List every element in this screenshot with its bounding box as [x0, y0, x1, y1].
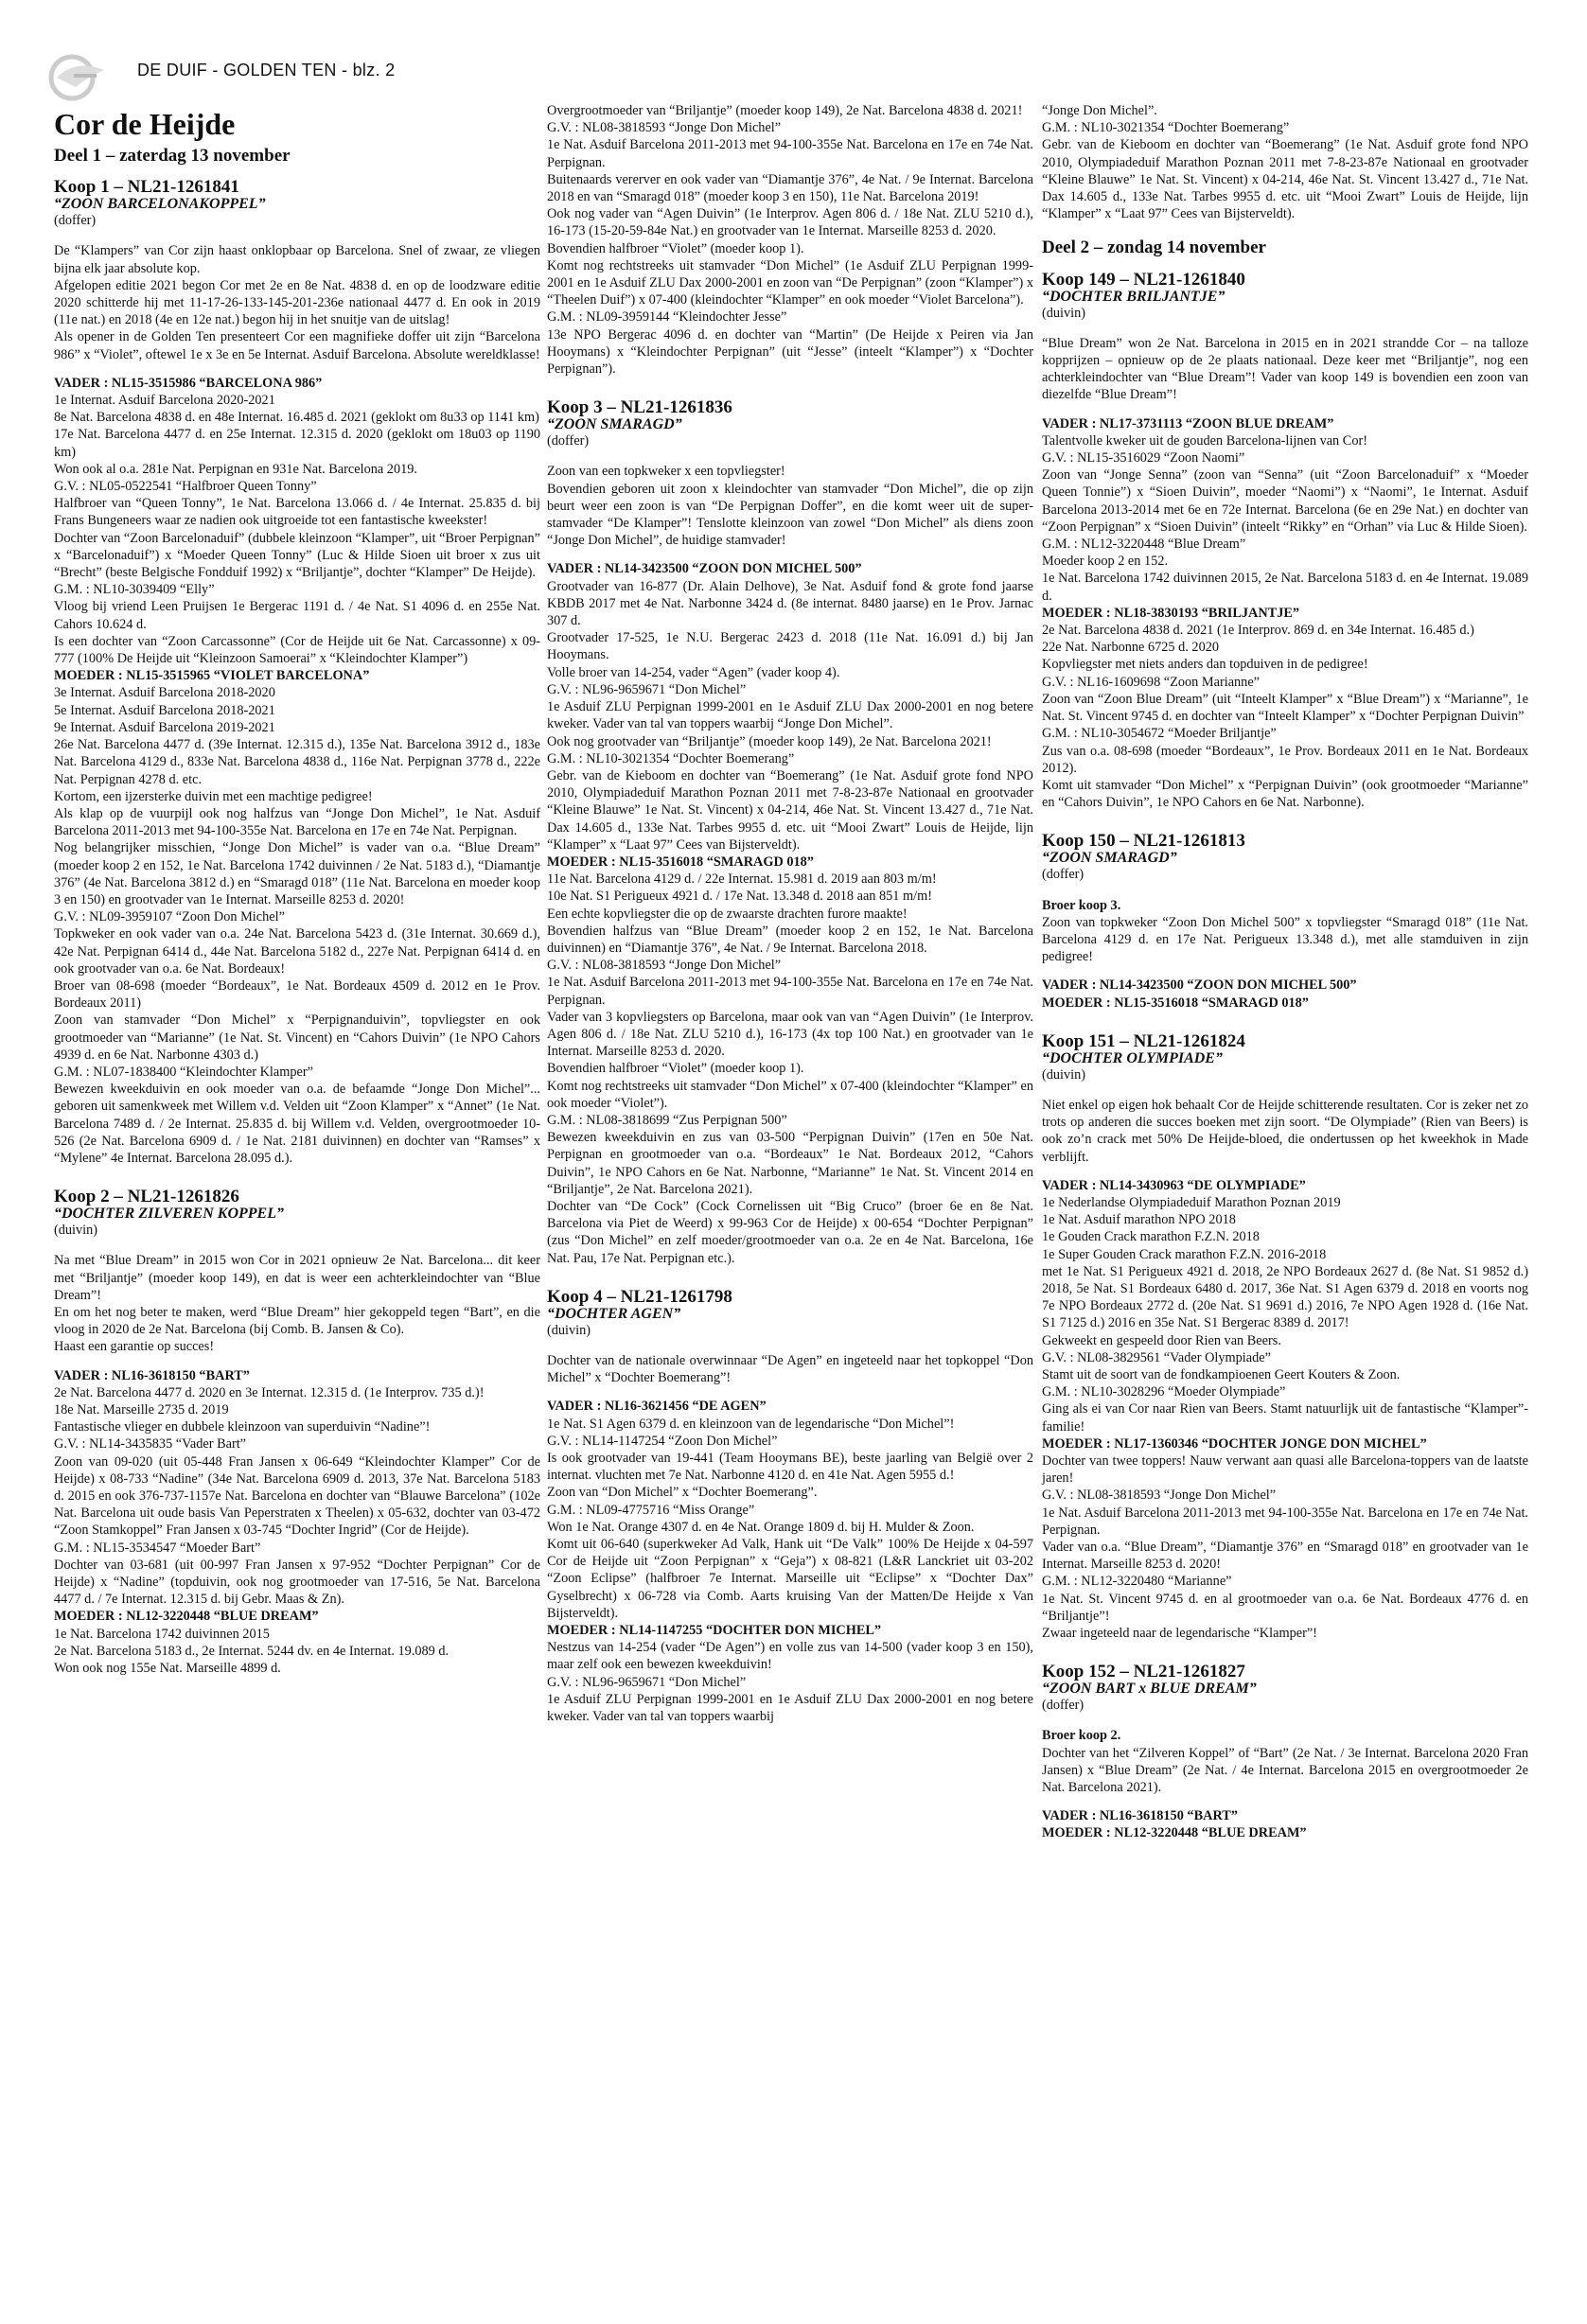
- paragraph: 17e Nat. Barcelona 4477 d. en 25e Internat. 12.315 d. 2020 (geklokt om 18u03 op 1190 km): [54, 427, 540, 460]
- section-deel-1: Deel 1 – zaterdag 13 november: [54, 146, 291, 166]
- pedigree-heading: VADER : NL14-3423500 “ZOON DON MICHEL 500”: [547, 561, 862, 577]
- paragraph: G.M. : NL09-3959144 “Kleindochter Jesse”: [547, 309, 787, 326]
- lot-name: “ZOON BARCELONAKOPPEL”: [54, 196, 266, 213]
- paragraph: Haast een garantie op succes!: [54, 1339, 215, 1355]
- column-1: [54, 102, 540, 1677]
- paragraph: 9e Internat. Asduif Barcelona 2019-2021: [54, 719, 275, 735]
- lot-gender: (doffer): [1042, 1698, 1084, 1714]
- lot-heading: Koop 149 – NL21-1261840: [1042, 269, 1245, 290]
- paragraph: En om het nog beter te maken, werd “Blue Dream” hier gekoppeld tegen “Bart”, en die vloog in 2020 de 2e Nat. Barcelona (bij Comb. B. Jansen & Co).: [54, 1304, 540, 1338]
- lot-gender: (duivin): [547, 1322, 591, 1338]
- paragraph: Won ook al o.a. 281e Nat. Perpignan en 931e Nat. Barcelona 2019.: [54, 461, 417, 477]
- pedigree-heading: Broer koop 3.: [1042, 897, 1121, 913]
- lot-heading: Koop 4 – NL21-1261798: [547, 1286, 732, 1307]
- lot-gender: (duivin): [1042, 305, 1086, 321]
- pedigree-heading: MOEDER : NL18-3830193 “BRILJANTJE”: [1042, 605, 1300, 621]
- paragraph: G.V. : NL14-1147254 “Zoon Don Michel”: [547, 1433, 778, 1449]
- paragraph: G.M. : NL10-3021354 “Dochter Boemerang”: [547, 750, 795, 766]
- pedigree-heading: VADER : NL16-3621456 “DE AGEN”: [547, 1399, 767, 1415]
- lot-heading: Koop 3 – NL21-1261836: [547, 397, 732, 418]
- paragraph: 22e Nat. Narbonne 6725 d. 2020: [1042, 640, 1220, 656]
- paragraph: 1e Nat. Barcelona 1742 duivinnen 2015: [54, 1626, 270, 1642]
- paragraph: G.M. : NL10-3021354 “Dochter Boemerang”: [1042, 120, 1290, 136]
- paragraph: Dochter van twee toppers! Nauw verwant aan quasi alle Barcelona-toppers van de laatste jaren!: [1042, 1453, 1528, 1487]
- paragraph: Buitenaards vererver en ook vader van “Diamantje 376”, 4e Nat. / 9e Internat. Barcelona 2018 en van “Smaragd 018” (moeder koop 3 en 150), 11e Nat. Barcelona 2019!: [547, 171, 1033, 205]
- paragraph: 1e Nat. Asduif marathon NPO 2018: [1042, 1212, 1236, 1228]
- paragraph: Zoon van stamvader “Don Michel” x “Perpignanduivin”, topvliegster en ook grootmoeder van “Marianne” (1e Nat. St. Vincent) en “Cahors Duivin” (1e NPO Cahors 4939 d. en 6e Nat. Narbonne 4303 d.): [54, 1012, 540, 1063]
- column-3: [1042, 102, 1528, 1842]
- spacer: [54, 363, 540, 375]
- paragraph: Dochter van het “Zilveren Koppel” of “Bart” (2e Nat. / 3e Internat. Barcelona 2020 Fran Jansen) x “Blue Dream” (2e Nat. / 4e Internat. Barcelona 2015 en overgrootmoeder 2e Nat. Barcelona 2021).: [1042, 1745, 1528, 1796]
- paragraph: Afgelopen editie 2021 begon Cor met 2e en 8e Nat. 4838 d. en op de loodzware editie 2020 schitterde hij met 11-17-26-133-145-201-236e nationaal 4477 d. En ook in 2019 (11e nat.) en 2018 (4e en 12e nat.) begon hij in het snuitje van de uitslag!: [54, 277, 540, 328]
- column-2-body: [547, 102, 1033, 1725]
- paragraph: Zoon van een topkweker x een topvliegster!: [547, 464, 785, 480]
- paragraph: 1e Super Gouden Crack marathon F.Z.N. 2016-2018: [1042, 1246, 1327, 1262]
- paragraph: Zoon van “Jonge Senna” (zoon van “Senna” (uit “Zoon Barcelonaduif” x “Moeder Queen Tonnie”) x “Sioen Duivin”, moeder “Naomi”) x “Naomi”, 1e Internat. Asduif Barcelona 2013-2014 met 6e en 72e Internat. Barcelona (6e en 29e Nat.) en dochter van “Zoon Perpignan” x “Sioen Duivin” (inteelt “Rikky” en “Orhan” via Luc & Hilde Sioen).: [1042, 467, 1528, 535]
- spacer: [1042, 222, 1528, 234]
- paragraph: G.V. : NL09-3959107 “Zoon Don Michel”: [54, 909, 285, 925]
- paragraph: Gekweekt en gespeeld door Rien van Beers.: [1042, 1332, 1281, 1348]
- paragraph: “Blue Dream” won 2e Nat. Barcelona in 2015 en in 2021 strandde Cor – na talloze kopprijzen – opnieuw op de 2e plaats nationaal. Deze keer met “Briljantje”, nog een achterkleindochter van “Blue Dream”! Vader van koop 149 is bovendien een zoon van diezelfde “Blue Dream”!: [1042, 335, 1528, 403]
- page-header: [47, 55, 1543, 93]
- paragraph: De “Klampers” van Cor zijn haast onklopbaar op Barcelona. Snel of zwaar, ze vliegen bijna elk jaar absolute kop.: [54, 243, 540, 276]
- paragraph: 1e Nat. Barcelona 1742 duivinnen 2015, 2e Nat. Barcelona 5183 d. en 4e Internat. 19.089 d.: [1042, 571, 1528, 604]
- paragraph: Bovendien halfbroer “Violet” (moeder koop 1).: [547, 240, 804, 256]
- paragraph: 13e NPO Bergerac 4096 d. en dochter van “Martin” (De Heijde x Peiren via Jan Hooymans) x “Kleindochter Perpignan” (uit “Jesse” (inteelt “Klamper”) x “Dochter Perpignan”).: [547, 326, 1033, 378]
- paragraph: 2e Nat. Barcelona 5183 d., 2e Internat. 5244 dv. en 4e Internat. 19.089 d.: [54, 1643, 450, 1659]
- paragraph: 1e Nat. Asduif Barcelona 2011-2013 met 94-100-355e Nat. Barcelona en 17e en 74e Nat. Perpignan.: [547, 975, 1033, 1008]
- paragraph: Vloog bij vriend Leen Pruijsen 1e Bergerac 1191 d. / 4e Nat. S1 4096 d. en 255e Nat. Cahors 10.624 d.: [54, 599, 540, 632]
- paragraph: 1e Nat. Asduif Barcelona 2011-2013 met 94-100-355e Nat. Barcelona en 17e en 74e Nat. Perpignan.: [547, 137, 1033, 170]
- paragraph: G.M. : NL10-3054672 “Moeder Briljantje”: [1042, 726, 1277, 742]
- pedigree-heading: MOEDER : NL15-3515965 “VIOLET BARCELONA”: [54, 668, 370, 684]
- paragraph: Bovendien halfzus van “Blue Dream” (moeder koop 2 en 152, 1e Nat. Barcelona duivinnen) en “Diamantje 376”, 4e Nat. / 9e Internat. Barcelona 2018.: [547, 923, 1033, 956]
- spacer: [54, 1167, 540, 1178]
- paragraph: G.M. : NL15-3534547 “Moeder Bart”: [54, 1540, 261, 1556]
- paragraph: G.V. : NL08-3818593 “Jonge Don Michel”: [547, 958, 782, 974]
- paragraph: 2e Nat. Barcelona 4477 d. 2020 en 3e Internat. 12.315 d. (1e Interprov. 735 d.)!: [54, 1384, 485, 1400]
- lot-name: “ZOON BART x BLUE DREAM”: [1042, 1681, 1257, 1698]
- spacer: [1042, 811, 1528, 822]
- paragraph: 1e Nederlandse Olympiadeduif Marathon Poznan 2019: [1042, 1194, 1341, 1210]
- lot-gender: (doffer): [547, 433, 590, 449]
- paragraph: 1e Gouden Crack marathon F.Z.N. 2018: [1042, 1229, 1260, 1245]
- paragraph: Ging als ei van Cor naar Rien van Beers. Stamt natuurlijk uit de fantastische “Klamper”-familie!: [1042, 1401, 1528, 1435]
- paragraph: 26e Nat. Barcelona 4477 d. (39e Internat. 12.315 d.), 135e Nat. Barcelona 3912 d., 183e Nat. Barcelona 4129 d., 833e Nat. Barcelona 4838 d., 116e Nat. Perpignan 3778 d., 222e Nat. Perpignan 4278 d. etc.: [54, 737, 540, 787]
- pedigree-heading: VADER : NL14-3423500 “ZOON DON MICHEL 500”: [1042, 977, 1357, 994]
- paragraph: Dochter van de nationale overwinnaar “De Agen” en ingeteeld naar het topkoppel “Don Michel” x “Dochter Boemerang”!: [547, 1353, 1033, 1386]
- paragraph: Gebr. van de Kieboom en dochter van “Boemerang” (1e Nat. Asduif grote fond NPO 2010, Olympiadeduif Marathon Poznan 2011 met 7-8-23-87e Nationaal en grootvader “Kleine Blauwe” 1e Nat. St. Vincent) x 04-214, 46e Nat. St. Vincent 13.427 d., 71e Nat. Dax 14.605 d., 133e Nat. Tarbes 9955 d. etc. uit “Mooi Zwart” Louis de Heijde, lijn “Klamper” x “Laat 97” Cees van Bijsterveldt).: [547, 767, 1033, 853]
- spacer: [54, 1356, 540, 1367]
- section-deel-2: Deel 2 – zondag 14 november: [1042, 238, 1266, 258]
- column-3-body: [1042, 102, 1528, 1842]
- paragraph: 1e Nat. S1 Agen 6379 d. en kleinzoon van de legendarische “Don Michel”!: [547, 1416, 955, 1432]
- lot-gender: (duivin): [54, 1223, 98, 1239]
- paragraph: 18e Nat. Marseille 2735 d. 2019: [54, 1402, 229, 1417]
- lot-heading: Koop 2 – NL21-1261826: [54, 1187, 239, 1207]
- lot-name: “ZOON SMARAGD”: [547, 416, 682, 433]
- pedigree-heading: VADER : NL17-3731113 “ZOON BLUE DREAM”: [1042, 415, 1334, 431]
- paragraph: G.V. : NL08-3818593 “Jonge Don Michel”: [547, 120, 782, 136]
- paragraph: Kopvliegster met niets anders dan topduiven in de pedigree!: [1042, 657, 1368, 673]
- lot-name: “DOCHTER OLYMPIADE”: [1042, 1049, 1223, 1066]
- lot-heading: Koop 1 – NL21-1261841: [54, 177, 239, 198]
- paragraph: Broer van 08-698 (moeder “Bordeaux”, 1e Nat. Bordeaux 4509 d. 2012 en 1e Prov. Bordeaux 2011): [54, 977, 540, 1012]
- paragraph: 1e Asduif ZLU Perpignan 1999-2001 en 1e Asduif ZLU Dax 2000-2001 en nog betere kweker. Vader van tal van toppers waarbij: [547, 1691, 1033, 1725]
- spacer: [1042, 404, 1528, 415]
- paragraph: Nestzus van 14-254 (vader “De Agen”) en volle zus van 14-500 (vader koop 3 en 150), maar zelf ook een bewezen kweekduivin!: [547, 1640, 1033, 1673]
- paragraph: Stamt uit de soort van de fondkampioenen Geert Kouters & Zoon.: [1042, 1366, 1401, 1382]
- paragraph: G.V. : NL14-3435835 “Vader Bart”: [54, 1436, 247, 1452]
- paragraph: Topkweker en ook vader van o.a. 24e Nat. Barcelona 5423 d. (31e Internat. 30.669 d.), 42e Nat. Perpignan 6414 d., 44e Nat. Barcelona 5182 d., 227e Nat. Perpignan 6414 d. en ook grootvader van o.a. 6e Nat. Bordeaux!: [54, 926, 540, 977]
- paragraph: Ook nog grootvader van “Briljantje” (moeder koop 149), 2e Nat. Barcelona 2021!: [547, 733, 992, 749]
- paragraph: G.M. : NL08-3818699 “Zus Perpignan 500”: [547, 1112, 787, 1128]
- pedigree-heading: MOEDER : NL14-1147255 “DOCHTER DON MICHEL”: [547, 1623, 882, 1639]
- lot-name: “DOCHTER AGEN”: [547, 1305, 681, 1322]
- column-1-body: [54, 178, 540, 1677]
- paragraph: Zus van o.a. 08-698 (moeder “Bordeaux”, 1e Prov. Bordeaux 2011 en 1e Nat. Bordeaux 2012).: [1042, 743, 1528, 776]
- spacer: [1042, 1012, 1528, 1023]
- paragraph: G.V. : NL96-9659671 “Don Michel”: [547, 681, 747, 697]
- pedigree-heading: MOEDER : NL15-3516018 “SMARAGD 018”: [1042, 995, 1309, 1011]
- paragraph: 1e Asduif ZLU Perpignan 1999-2001 en 1e Asduif ZLU Dax 2000-2001 en nog betere kweker. Vader van tal van toppers waarbij “Jonge Don Michel”.: [547, 699, 1033, 732]
- paragraph: Zoon van topkweker “Zoon Don Michel 500” x topvliegster “Smaragd 018” (11e Nat. Barcelona 4129 d. en 17e Nat. Perigueux 13.348 d.), met alle stamduiven in zijn pedigree!: [1042, 914, 1528, 965]
- paragraph: G.V. : NL15-3516029 “Zoon Naomi”: [1042, 450, 1245, 467]
- paragraph: Dochter van 03-681 (uit 00-997 Fran Jansen x 97-952 “Dochter Perpignan” Cor de Heijde) x “Nadine” (topduivin, ook nog grootmoeder van 17-516, 5e Nat. Barcelona 4477 d. / 7e Internat. 12.315 d. bij Gebr. Maas & Zn).: [54, 1557, 540, 1608]
- paragraph: Komt uit 06-640 (superkweker Ad Valk, Hank uit “De Valk” 100% De Heijde x 04-597 Cor de Heijde uit “Zoon Perpignan” x “Geja”) x 08-821 (L&R Lanckriet uit 03-202 “Zoon Eclipse” (halfbroer 7e Internat. Marseille uit “Eclipse” x “Dochter Dax” Gyselbrecht) x 06-728 via Comb. Aarts kruising Van der Matten/De Heijde x Van Bijsterveldt).: [547, 1537, 1033, 1621]
- pedigree-heading: MOEDER : NL17-1360346 “DOCHTER JONGE DON MICHEL”: [1042, 1435, 1427, 1452]
- pedigree-heading: MOEDER : NL15-3516018 “SMARAGD 018”: [547, 854, 814, 870]
- lot-heading: Koop 152 – NL21-1261827: [1042, 1662, 1245, 1682]
- page-title: Cor de Heijde: [54, 107, 236, 141]
- pedigree-heading: VADER : NL16-3618150 “BART”: [1042, 1808, 1238, 1824]
- spacer: [1042, 1166, 1528, 1177]
- lot-name: “ZOON SMARAGD”: [1042, 850, 1177, 867]
- paragraph: Is een dochter van “Zoon Carcassonne” (Cor de Heijde uit 6e Nat. Carcassonne) x 09-777 (100% De Heijde uit “Kleinzoon Samoerai” x “Kleindochter Klamper”): [54, 633, 540, 667]
- paragraph: G.M. : NL09-4775716 “Miss Orange”: [547, 1502, 755, 1518]
- pedigree-heading: VADER : NL15-3515986 “BARCELONA 986”: [54, 375, 323, 391]
- paragraph: Grootvader 17-525, 1e N.U. Bergerac 2423 d. 2018 (11e Nat. 16.091 d.) bij Jan Hooymans.: [547, 630, 1033, 663]
- spacer: [1042, 1642, 1528, 1653]
- paragraph: Komt nog rechtstreeks uit stamvader “Don Michel” (1e Asduif ZLU Perpignan 1999-2001 en 1e Asduif ZLU Dax 2000-2001 en zoon van “De Perpignan” (zoon “Klamper”) x “Theelen Duif”) x 07-400 (kleindochter “Klamper” en ook moeder “Violet Barcelona”).: [547, 257, 1033, 308]
- paragraph: 1e Nat. Asduif Barcelona 2011-2013 met 94-100-355e Nat. Barcelona en 17e en 74e Nat. Perpignan.: [1042, 1505, 1528, 1538]
- lot-name: “DOCHTER BRILJANTJE”: [1042, 288, 1226, 305]
- spacer: [547, 1267, 1033, 1278]
- paragraph: Dochter van “Zoon Barcelonaduif” (dubbele kleinzoon “Klamper”, uit “Broer Perpignan” x “Barcelonaduif”) x “Moeder Queen Tonny” (Luc & Hilde Sioen uit broer x zus uit “Brecht” (beste Belgische Fondduif 1992) x “Briljantje”, dochter “Klamper” De Heijde).: [54, 530, 540, 581]
- pedigree-heading: MOEDER : NL12-3220448 “BLUE DREAM”: [1042, 1825, 1307, 1841]
- paragraph: Kortom, een ijzersterke duivin met een machtige pedigree!: [54, 788, 373, 804]
- paragraph: Bovendien geboren uit zoon x kleindochter van stamvader “Don Michel”, die op zijn beurt weer een zoon is van “De Perpignan Doffer”, en die komt weer uit de super-stamvader “De Klamper”! Tenslotte kleinzoon van zowel “Don Michel” als diens zoon “Jonge Don Michel”, de huidige stamvader!: [547, 481, 1033, 549]
- paragraph: Vader van o.a. “Blue Dream”, “Diamantje 376” en “Smaragd 018” en grootvader van 1e Internat. Marseille 8253 d. 2020!: [1042, 1540, 1528, 1573]
- paragraph: Niet enkel op eigen hok behaalt Cor de Heijde schitterende resultaten. Cor is zeker net zo trots op anderen die succes boeken met zijn soort. “De Olympiade” (Rien van Beers) is ook zo’n crack met 50% De Heijde-bloed, die ondertussen op het kweekhok in Made verblijft.: [1042, 1097, 1528, 1165]
- paragraph: 3e Internat. Asduif Barcelona 2018-2020: [54, 685, 275, 701]
- paragraph: Als opener in de Golden Ten presenteert Cor een magnifieke doffer uit zijn “Barcelona 986” x “Violet”, oftewel 1e x 3e en 5e Internat. Asduif Barcelona. Absolute wereldklasse!: [54, 329, 540, 362]
- paragraph: Is ook grootvader van 19-441 (Team Hooymans BE), beste jaarling van België over 2 internat. vluchten met 7e Nat. Narbonne 4120 d. en 41e Nat. Agen 5955 d.!: [547, 1451, 1033, 1484]
- column-2: [547, 102, 1033, 1725]
- paragraph: Bovendien halfbroer “Violet” (moeder koop 1).: [547, 1061, 804, 1077]
- paragraph: G.M. : NL12-3220480 “Marianne”: [1042, 1574, 1232, 1590]
- paragraph: 5e Internat. Asduif Barcelona 2018-2021: [54, 702, 275, 718]
- paragraph: Gebr. van de Kieboom en dochter van “Boemerang” (1e Nat. Asduif grote fond NPO 2010, Olympiadeduif Marathon Poznan 2011 met 7-8-23-87e Nationaal en grootvader “Kleine Blauwe” 1e Nat. St. Vincent) x 04-214, 46e Nat. St. Vincent 13.427 d., 71e Nat. Dax 14.605 d., 133e Nat. Tarbes 9955 d. etc. uit “Mooi Zwart” Louis de Heijde, lijn “Klamper” x “Laat 97” Cees van Bijsterveldt).: [1042, 137, 1528, 222]
- paragraph: G.V. : NL08-3818593 “Jonge Don Michel”: [1042, 1488, 1277, 1504]
- paragraph: 11e Nat. Barcelona 4129 d. / 22e Internat. 15.981 d. 2019 aan 803 m/m!: [547, 872, 937, 888]
- paragraph: G.V. : NL05-0522541 “Halfbroer Queen Tonny”: [54, 479, 317, 495]
- paragraph: Overgrootmoeder van “Briljantje” (moeder koop 149), 2e Nat. Barcelona 4838 d. 2021!: [547, 103, 1023, 118]
- paragraph: Als klap op de vuurpijl ook nog halfzus van “Jonge Don Michel”, 1e Nat. Asduif Barcelona 2011-2013 met 94-100-355e Nat. Barcelona en 17e en 74e Nat. Perpignan.: [54, 805, 540, 839]
- pedigree-heading: MOEDER : NL12-3220448 “BLUE DREAM”: [54, 1609, 319, 1625]
- paragraph: Nog belangrijker misschien, “Jonge Don Michel” is vader van o.a. “Blue Dream” (moeder koop 2 en 152, 1e Nat. Barcelona 1742 duivinnen / 2e Nat. 5183 d.), “Diamantje 376” (4e Nat. Barcelona 3812 d.) en “Smaragd 018” (11e Nat. Barcelona en moeder koop 3 en 150) en grootvader van 1e Internat. Marseille 8253 d. 2020!: [54, 840, 540, 907]
- spacer: [547, 1386, 1033, 1398]
- paragraph: Ook nog vader van “Agen Duivin” (1e Interprov. Agen 806 d. / 18e Nat. ZLU 5210 d.), 16-173 (15-20-59-84e Nat.) en grootvader van 1e Internat. Marseille 8253 d. 2020.: [547, 206, 1033, 239]
- lot-gender: (doffer): [1042, 867, 1084, 883]
- paragraph: 10e Nat. S1 Perigueux 4921 d. / 17e Nat. 13.348 d. 2018 aan 851 m/m!: [547, 889, 933, 905]
- paragraph: Zwaar ingeteeld naar de legendarische “Klamper”!: [1042, 1626, 1317, 1642]
- paragraph: Moeder koop 2 en 152.: [1042, 554, 1169, 570]
- spacer: [547, 378, 1033, 389]
- paragraph: Na met “Blue Dream” in 2015 won Cor in 2021 opnieuw 2e Nat. Barcelona... dit keer met “Briljantje” (moeder koop 149), en dat is weer een achterkleindochter van “Blue Dream”!: [54, 1253, 540, 1303]
- paragraph: 1e Nat. St. Vincent 9745 d. en al grootmoeder van o.a. 6e Nat. Bordeaux 4776 d. en “Briljantje”!: [1042, 1591, 1528, 1624]
- paragraph: Fantastische vlieger en dubbele kleinzoon van superduivin “Nadine”!: [54, 1419, 431, 1435]
- paragraph: G.V. : NL96-9659671 “Don Michel”: [547, 1674, 747, 1690]
- paragraph: Een echte kopvliegster die op de zwaarste drachten furore maakte!: [547, 906, 908, 922]
- pedigree-heading: VADER : NL14-3430963 “DE OLYMPIADE”: [1042, 1177, 1306, 1193]
- paragraph: 8e Nat. Barcelona 4838 d. en 48e Internat. 16.485 d. 2021 (geklokt om 8u33 op 1141 km): [54, 410, 539, 426]
- paragraph: Vader van 3 kopvliegsters op Barcelona, maar ook van van “Agen Duivin” (1e Interprov. Agen 806 d. / 18e Nat. ZLU 5210 d.), 16-173 (4x top 100 Nat.) en grootvader van 1e Internat. Marseille 8253 d. 2020.: [547, 1009, 1033, 1060]
- paragraph: Komt nog rechtstreeks uit stamvader “Don Michel” x 07-400 (kleindochter “Klamper” en ook moeder “Violet”).: [547, 1078, 1033, 1111]
- pedigree-heading: Broer koop 2.: [1042, 1728, 1121, 1744]
- lot-gender: (duivin): [1042, 1066, 1086, 1083]
- header-text: DE DUIF - GOLDEN TEN - blz. 2: [137, 61, 396, 79]
- paragraph: G.M. : NL12-3220448 “Blue Dream”: [1042, 537, 1246, 553]
- spacer: [1042, 1796, 1528, 1807]
- spacer: [1042, 965, 1528, 977]
- paragraph: G.V. : NL08-3829561 “Vader Olympiade”: [1042, 1349, 1271, 1365]
- paragraph: Zoon van “Zoon Blue Dream” (uit “Inteelt Klamper” x “Blue Dream”) x “Marianne”, 1e Nat. St. Vincent 9745 d. en dochter van “Inteelt Klamper” x “Dochter Perpignan Duivin”: [1042, 691, 1528, 725]
- paragraph: Halfbroer van “Queen Tonny”, 1e Nat. Barcelona 13.066 d. / 4e Internat. 25.835 d. bij Frans Bungeneers waar ze nadien ook uitgroeide tot een fantastische kweekster!: [54, 496, 540, 529]
- paragraph: Zoon van 09-020 (uit 05-448 Fran Jansen x 06-649 “Kleindochter Klamper” Cor de Heijde) x 08-733 “Nadine” (34e Nat. Barcelona 6909 d. 2013, 37e Nat. Barcelona 5183 d. 2015 en ook 376-737-1157e Nat. Barcelona en dochter van “Blauwe Barcelona” (102e Nat. Barcelona uit oude basis Van Peperstraten x Theelen) x 05-632, dochter van 03-472 “Zoon Stamkoppel” Fran Jansen x 03-745 “Dochter Ingrid” (Cor de Heijde).: [54, 1453, 540, 1539]
- paragraph: met 1e Nat. S1 Perigueux 4921 d. 2018, 2e NPO Bordeaux 2627 d. (8e Nat. S1 9852 d.) 2018, 5e Nat. S1 Bordeaux 6480 d. 2017, 36e Nat. S1 Agen 6379 d. 2018 en voorts nog 7e NPO Bordeaux 2772 d. (20e Nat. S1 9691 d.) 2016, 7e NPO Agen 1928 d. (16e Nat. S1 7125 d.) 2016 en 35e Nat. S1 Bergerac 8389 d. 2017!: [1042, 1263, 1528, 1331]
- paragraph: Bewezen kweekduivin en ook moeder van o.a. de befaamde “Jonge Don Michel”... geboren uit samenkweek met Willem v.d. Velden uit “Zoon Klamper” x “Annet” (1e Nat. Barcelona 7489 d. / 2e Internat. 25.835 d. bij Willem v.d. Velden, overgrootmoeder 10-526 (2e Nat. Barcelona 6909 d. / 1e Nat. 2181 duivinnen) en dochter van “Ramses” x “Mylene” 4e Internat. Barcelona 28.095 d.).: [54, 1082, 540, 1166]
- paragraph: Volle broer van 14-254, vader “Agen” (vader koop 4).: [547, 664, 840, 680]
- paragraph: Won ook nog 155e Nat. Marseille 4899 d.: [54, 1661, 281, 1677]
- paragraph: 2e Nat. Barcelona 4838 d. 2021 (1e Interprov. 869 d. en 34e Internat. 16.485 d.): [1042, 623, 1474, 639]
- paragraph: Grootvader van 16-877 (Dr. Alain Delhove), 3e Nat. Asduif fond & grote fond jaarse KBDB 2017 met 4e Nat. Narbonne 3424 d. (8e internat. 8480 jaarse) en 1e Prov. Jarnac 307 d.: [547, 578, 1033, 629]
- paragraph: G.M. : NL10-3039409 “Elly”: [54, 582, 215, 598]
- paragraph: Zoon van “Don Michel” x “Dochter Boemerang”.: [547, 1485, 818, 1501]
- paragraph: G.M. : NL07-1838400 “Kleindochter Klamper”: [54, 1064, 313, 1080]
- paragraph: Dochter van “De Cock” (Cock Cornelissen uit “Big Cruco” (broer 6e en 8e Nat. Barcelona via Piet de Weerd) x 99-963 Cor de Heijde) x 00-654 “Dochter Perpignan” (zus “Don Michel” en zelf moeder/grootmoeder van o.a. 2e en 4e Nat. Barcelona, 16e Nat. Pau, 17e Nat. Perpignan etc.).: [547, 1198, 1033, 1266]
- lot-gender: (doffer): [54, 213, 97, 229]
- paragraph: 1e Internat. Asduif Barcelona 2020-2021: [54, 393, 275, 409]
- paragraph: Komt uit stamvader “Don Michel” x “Perpignan Duivin” (ook grootmoeder “Marianne” en “Cahors Duivin”, 1e NPO Cahors en 6e Nat. Narbonne).: [1042, 777, 1528, 811]
- lot-heading: Koop 150 – NL21-1261813: [1042, 831, 1245, 852]
- paragraph: G.M. : NL10-3028296 “Moeder Olympiade”: [1042, 1384, 1286, 1400]
- paragraph: “Jonge Don Michel”.: [1042, 103, 1157, 118]
- paragraph: Won 1e Nat. Orange 4307 d. en 4e Nat. Orange 1809 d. bij H. Mulder & Zoon.: [547, 1519, 975, 1535]
- pedigree-heading: VADER : NL16-3618150 “BART”: [54, 1367, 250, 1383]
- spacer: [547, 549, 1033, 560]
- dove-logo-icon: [47, 49, 132, 106]
- lot-heading: Koop 151 – NL21-1261824: [1042, 1030, 1245, 1051]
- lot-name: “DOCHTER ZILVEREN KOPPEL”: [54, 1206, 284, 1223]
- paragraph: G.V. : NL16-1609698 “Zoon Marianne”: [1042, 674, 1261, 690]
- paragraph: Talentvolle kweker uit de gouden Barcelona-lijnen van Cor!: [1042, 432, 1367, 449]
- paragraph: Bewezen kweekduivin en zus van 03-500 “Perpignan Duivin” (17en en 50e Nat. Perpignan en grootmoeder van o.a. “Bordeaux” 1e Nat. Bordeaux 2012, “Cahors Duivin”, 1e NPO Cahors en 6e Nat. Narbonne, “Marianne” 1e Nat. St. Vincent 2014 en “Briljantje”, 2e Nat. Barcelona 2021).: [547, 1130, 1033, 1197]
